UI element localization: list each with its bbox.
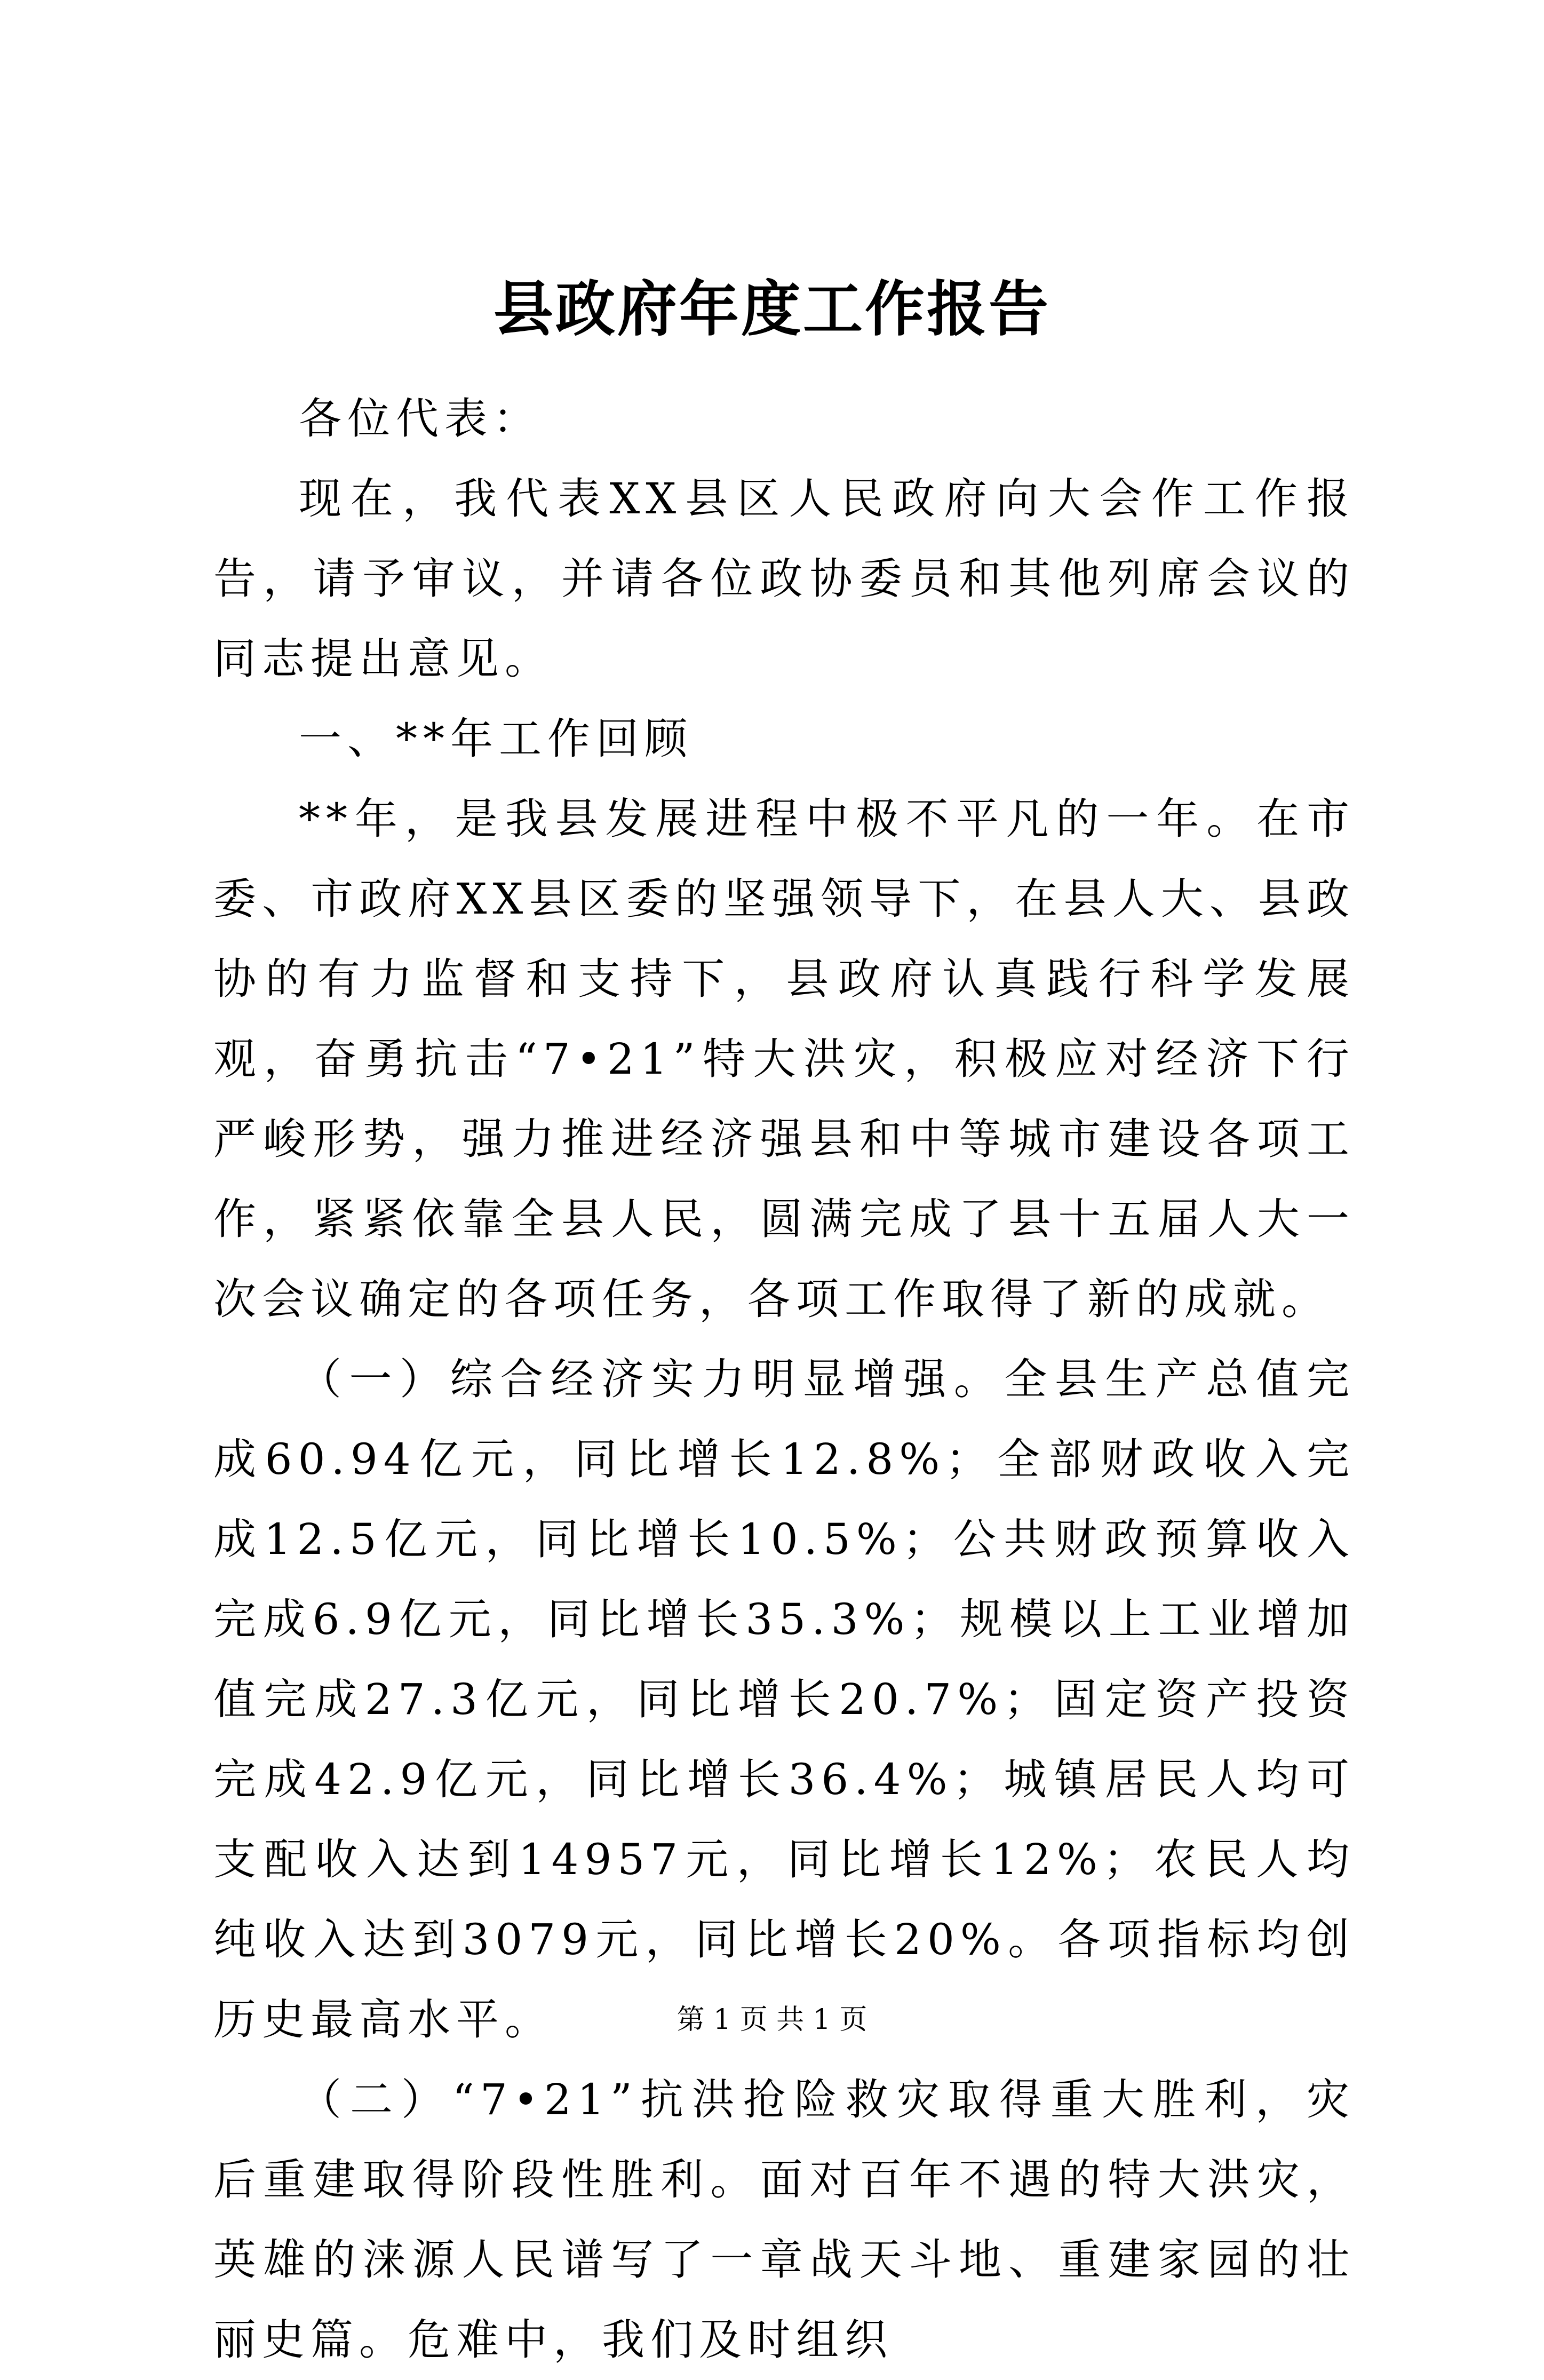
paragraph-flood: （二）“7•21”抗洪抢险救灾取得重大胜利，灾后重建取得阶段性胜利。面对百年不遇的特大洪灾，英雄的涞源人民谱写了一章战天斗地、重建家园的壮丽史篇。危难中，我们及时组织: [213, 2075, 1355, 2365]
paragraph-economy: （一）综合经济实力明显增强。全县生产总值完成60.94亿元，同比增长12.8%；全部财政收入完成12.5亿元，同比增长10.5%；公共财政预算收入完成6.9亿元，同比增长35.3%；规模以上工业增加值完成27.3亿元，同比增长20.7%；固定资产投资完成42.9亿元，同比增长36.4%；城镇居民人均可支配收入达到14957元，同比增长12%；农民人均纯收入达到3079元，同比增长20%。各项指标均创历史最高水平。: [213, 1354, 1355, 2044]
paragraph-intro: 现在，我代表XX县区人民政府向大会作工作报告，请予审议，并请各位政协委员和其他列席会议的同志提出意见。: [213, 474, 1355, 684]
document-body: [213, 379, 1355, 2380]
salutation: 各位代表：: [299, 394, 542, 443]
page-footer: 第 1 页 共 1 页: [677, 2004, 867, 2036]
paragraph-review: **年，是我县发展进程中极不平凡的一年。在市委、市政府XX县区委的坚强领导下，在县人大、县政协的有力监督和支持下，县政府认真践行科学发展观，奋勇抗击“7•21”特大洪灾，积极应对经济下行严峻形势，强力推进经济强县和中等城市建设各项工作，紧紧依靠全县人民，圆满完成了县十五届人大一次会议确定的各项任务，各项工作取得了新的成就。: [213, 794, 1355, 1324]
section-heading: 一、**年工作回顾: [299, 714, 693, 764]
document-title: 县政府年度工作报告: [494, 274, 1050, 344]
